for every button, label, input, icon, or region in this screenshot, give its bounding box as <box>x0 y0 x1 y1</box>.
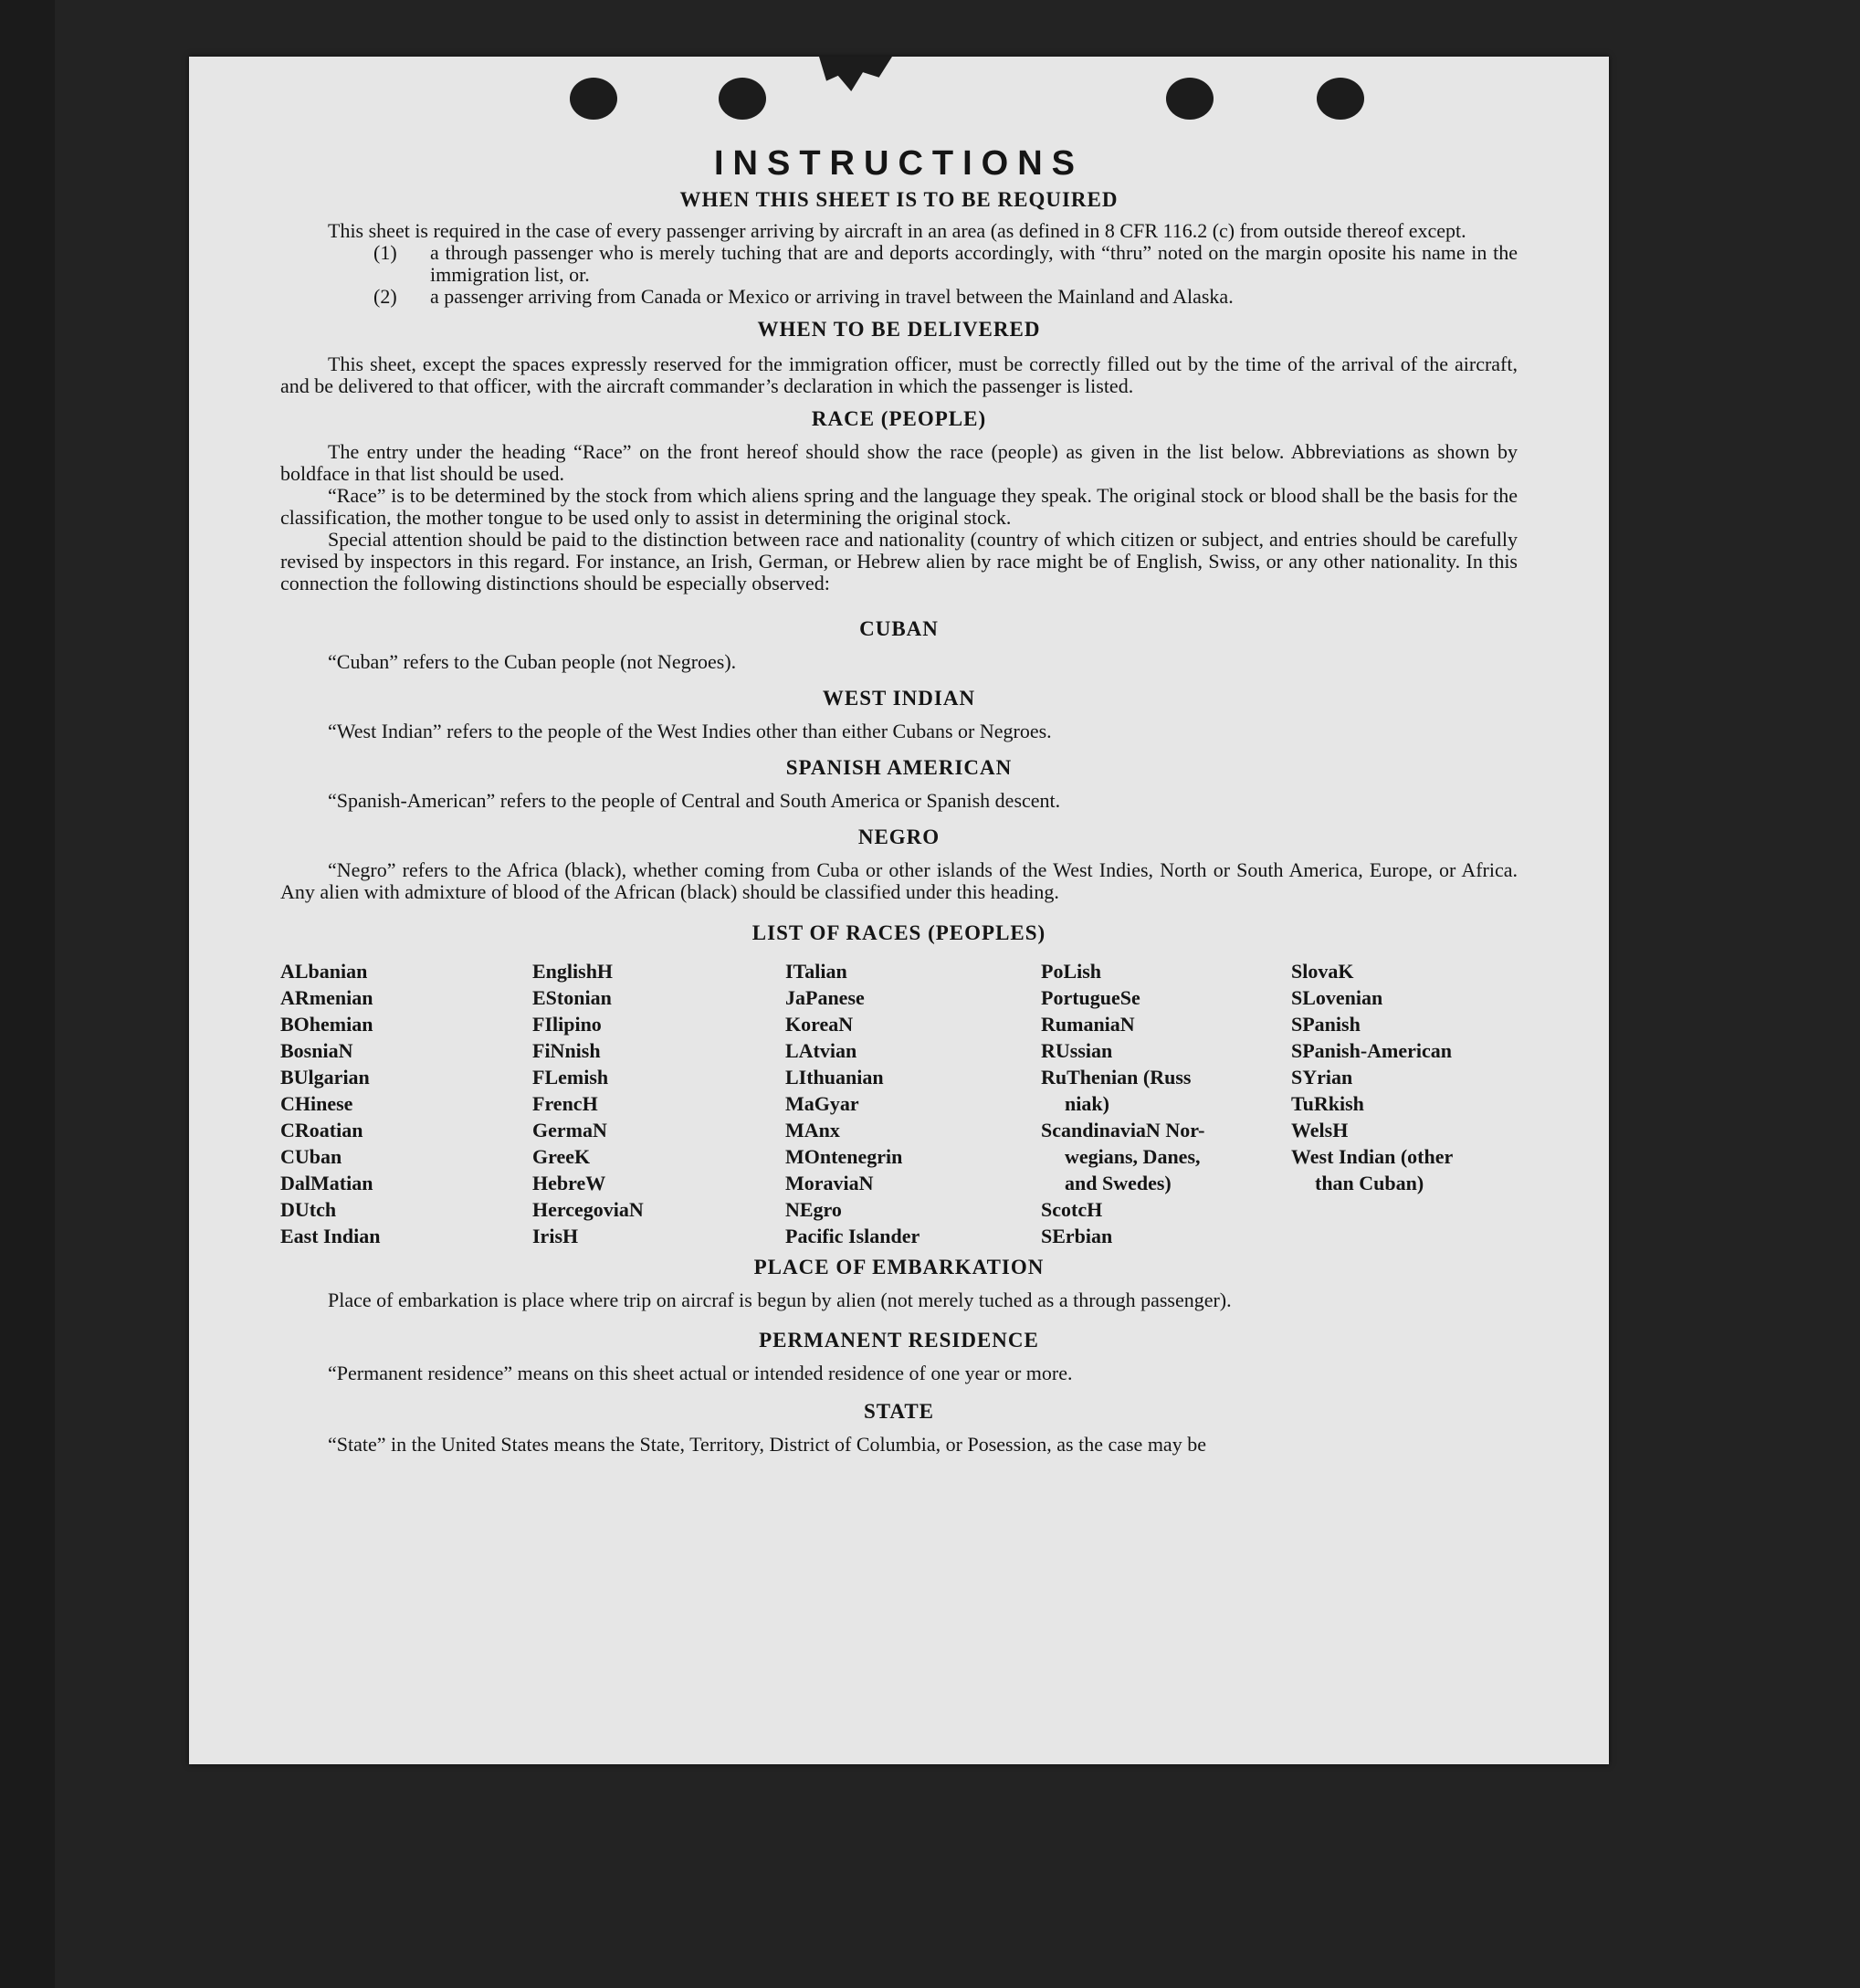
race-entry: DalMatian <box>280 1172 373 1194</box>
race-entry: CHinese <box>280 1092 353 1115</box>
race-entry: KoreaN <box>785 1013 854 1036</box>
race-entry: EStonian <box>532 986 612 1009</box>
race-entry: East Indian <box>280 1225 381 1247</box>
race-entry: MAnx <box>785 1119 840 1141</box>
race-entry: MaGyar <box>785 1092 859 1115</box>
race-entry: PortugueSe <box>1041 986 1140 1009</box>
race-column <box>280 958 532 1249</box>
race-entry: SLovenian <box>1291 986 1383 1009</box>
section-heading: RACE (PEOPLE) <box>811 407 987 430</box>
section-heading: SPANISH AMERICAN <box>785 756 1013 779</box>
race-entry: WelsH <box>1291 1119 1349 1141</box>
section-heading: NEGRO <box>857 826 941 848</box>
section-heading: PLACE OF EMBARKATION <box>753 1256 1045 1278</box>
punch-hole <box>1166 78 1214 120</box>
paragraph: “West Indian” refers to the people of the West Indies other than either Cubans or Negroes. <box>328 720 1052 742</box>
paragraph: This sheet is required in the case of every passenger arriving by aircraft in an area (as defined in 8 CFR 116.2 (c) from outside thereof except. <box>328 219 1466 242</box>
section-heading: CUBAN <box>859 617 939 640</box>
race-entry: FrencH <box>532 1092 598 1115</box>
race-column <box>1291 958 1518 1249</box>
race-entry: RUssian <box>1041 1039 1113 1062</box>
paragraph: “Cuban” refers to the Cuban people (not Negroes). <box>328 650 737 673</box>
torn-edge <box>819 57 892 91</box>
race-entry: LIthuanian <box>785 1066 884 1089</box>
race-entry: LAtvian <box>785 1039 857 1062</box>
section-heading: LIST OF RACES (PEOPLES) <box>751 921 1046 944</box>
race-entry: ALbanian <box>280 960 368 983</box>
race-entry: JaPanese <box>785 986 865 1009</box>
race-entry: IrisH <box>532 1225 579 1247</box>
paragraph: Place of embarkation is place where trip on aircraf is begun by alien (not merely tuched as a through passenger). <box>328 1289 1232 1311</box>
race-column <box>1041 958 1291 1249</box>
race-entry: SPanish <box>1291 1013 1361 1036</box>
race-entry: West Indian (other <box>1291 1145 1454 1168</box>
race-entry: FLemish <box>532 1066 609 1089</box>
item-number: (2) <box>373 285 397 308</box>
list-item <box>280 242 1518 286</box>
document-page <box>189 57 1609 1764</box>
race-entry: TuRkish <box>1291 1092 1364 1115</box>
race-entry: ScotcH <box>1041 1198 1103 1221</box>
section-heading: STATE <box>863 1400 934 1423</box>
race-entry: FiNnish <box>532 1039 601 1062</box>
race-entry: Pacific Islander <box>785 1225 920 1247</box>
paragraph: “Permanent residence” means on this sheet actual or intended residence of one year or more. <box>328 1362 1073 1384</box>
race-entry: CUban <box>280 1145 342 1168</box>
paragraph: “Race” is to be determined by the stock from which aliens spring and the language they speak. The original stock or blood shall be the basis for the classification, the mother tongue to be used only to assist in determining the original stock. <box>280 484 1518 529</box>
section-heading: WEST INDIAN <box>822 687 976 710</box>
race-entry: BUlgarian <box>280 1066 370 1089</box>
race-entry: ITalian <box>785 960 847 983</box>
paragraph: The entry under the heading “Race” on the front hereof should show the race (people) as given in the list below. Abbreviations as shown by boldface in that list should be used. <box>280 440 1518 485</box>
race-entry: EnglishH <box>532 960 614 983</box>
race-entry: RuThenian (Russ <box>1041 1066 1192 1089</box>
race-entry: SErbian <box>1041 1225 1113 1247</box>
item-number: (1) <box>373 241 397 264</box>
page-title: INSTRUCTIONS <box>714 144 1084 183</box>
punch-hole <box>570 78 617 120</box>
paragraph: “Negro” refers to the Africa (black), whether coming from Cuba or other islands of the West Indies, North or South America, Europe, or Africa. Any alien with admixture of blood of the African (black) should be classified under this heading. <box>280 858 1518 903</box>
race-entry: GermaN <box>532 1119 607 1141</box>
race-entry: RumaniaN <box>1041 1013 1135 1036</box>
item-text: a passenger arriving from Canada or Mexico or arriving in travel between the Mainland and Alaska. <box>430 285 1234 308</box>
race-entry: niak) <box>1065 1092 1109 1115</box>
race-entry: BOhemian <box>280 1013 373 1036</box>
race-entry: FIlipino <box>532 1013 602 1036</box>
race-entry: ARmenian <box>280 986 373 1009</box>
race-entry: SPanish-American <box>1291 1039 1452 1062</box>
race-entry: than Cuban) <box>1315 1172 1424 1194</box>
race-entry: and Swedes) <box>1065 1172 1172 1194</box>
race-list <box>280 958 1518 1249</box>
race-entry: MoraviaN <box>785 1172 874 1194</box>
race-column <box>785 958 1041 1249</box>
race-entry: BosniaN <box>280 1039 353 1062</box>
race-entry: PoLish <box>1041 960 1102 983</box>
paragraph: “Spanish-American” refers to the people of Central and South America or Spanish descent. <box>328 789 1061 812</box>
race-entry: NEgro <box>785 1198 842 1221</box>
section-heading: WHEN THIS SHEET IS TO BE REQUIRED <box>679 188 1119 211</box>
list-item <box>280 286 1518 308</box>
race-entry: ScandinaviaN Nor- <box>1041 1119 1205 1141</box>
paragraph: Special attention should be paid to the distinction between race and nationality (country of which citizen or subject, and entries should be carefully revised by inspectors in this regard. For instance, an Irish, German, or Hebrew alien by race might be of English, Swiss, or any other nationality. In this connection the following distinctions should be especially observed: <box>280 528 1518 594</box>
section-heading: PERMANENT RESIDENCE <box>759 1329 1039 1352</box>
paragraph: This sheet, except the spaces expressly reserved for the immigration officer, must be correctly filled out by the time of the arrival of the aircraft, and be delivered to that officer, with the aircraft commander’s declaration in which the passenger is listed. <box>280 352 1518 397</box>
punch-hole <box>719 78 766 120</box>
race-entry: DUtch <box>280 1198 337 1221</box>
race-entry: wegians, Danes, <box>1065 1145 1201 1168</box>
race-entry: SlovaK <box>1291 960 1354 983</box>
instructions-content <box>280 143 1518 1456</box>
item-text: a through passenger who is merely tuching that are and deports accordingly, with “thru” noted on the margin oposite his name in the immigration list, or. <box>430 241 1518 286</box>
race-entry: MOntenegrin <box>785 1145 903 1168</box>
paragraph: “State” in the United States means the State, Territory, District of Columbia, or Posession, as the case may be <box>328 1433 1206 1456</box>
punch-hole <box>1317 78 1364 120</box>
race-entry: GreeK <box>532 1145 591 1168</box>
section-heading: WHEN TO BE DELIVERED <box>757 318 1041 341</box>
race-entry: CRoatian <box>280 1119 363 1141</box>
race-entry: SYrian <box>1291 1066 1353 1089</box>
race-column <box>532 958 785 1249</box>
race-entry: HercegoviaN <box>532 1198 644 1221</box>
race-entry: HebreW <box>532 1172 606 1194</box>
